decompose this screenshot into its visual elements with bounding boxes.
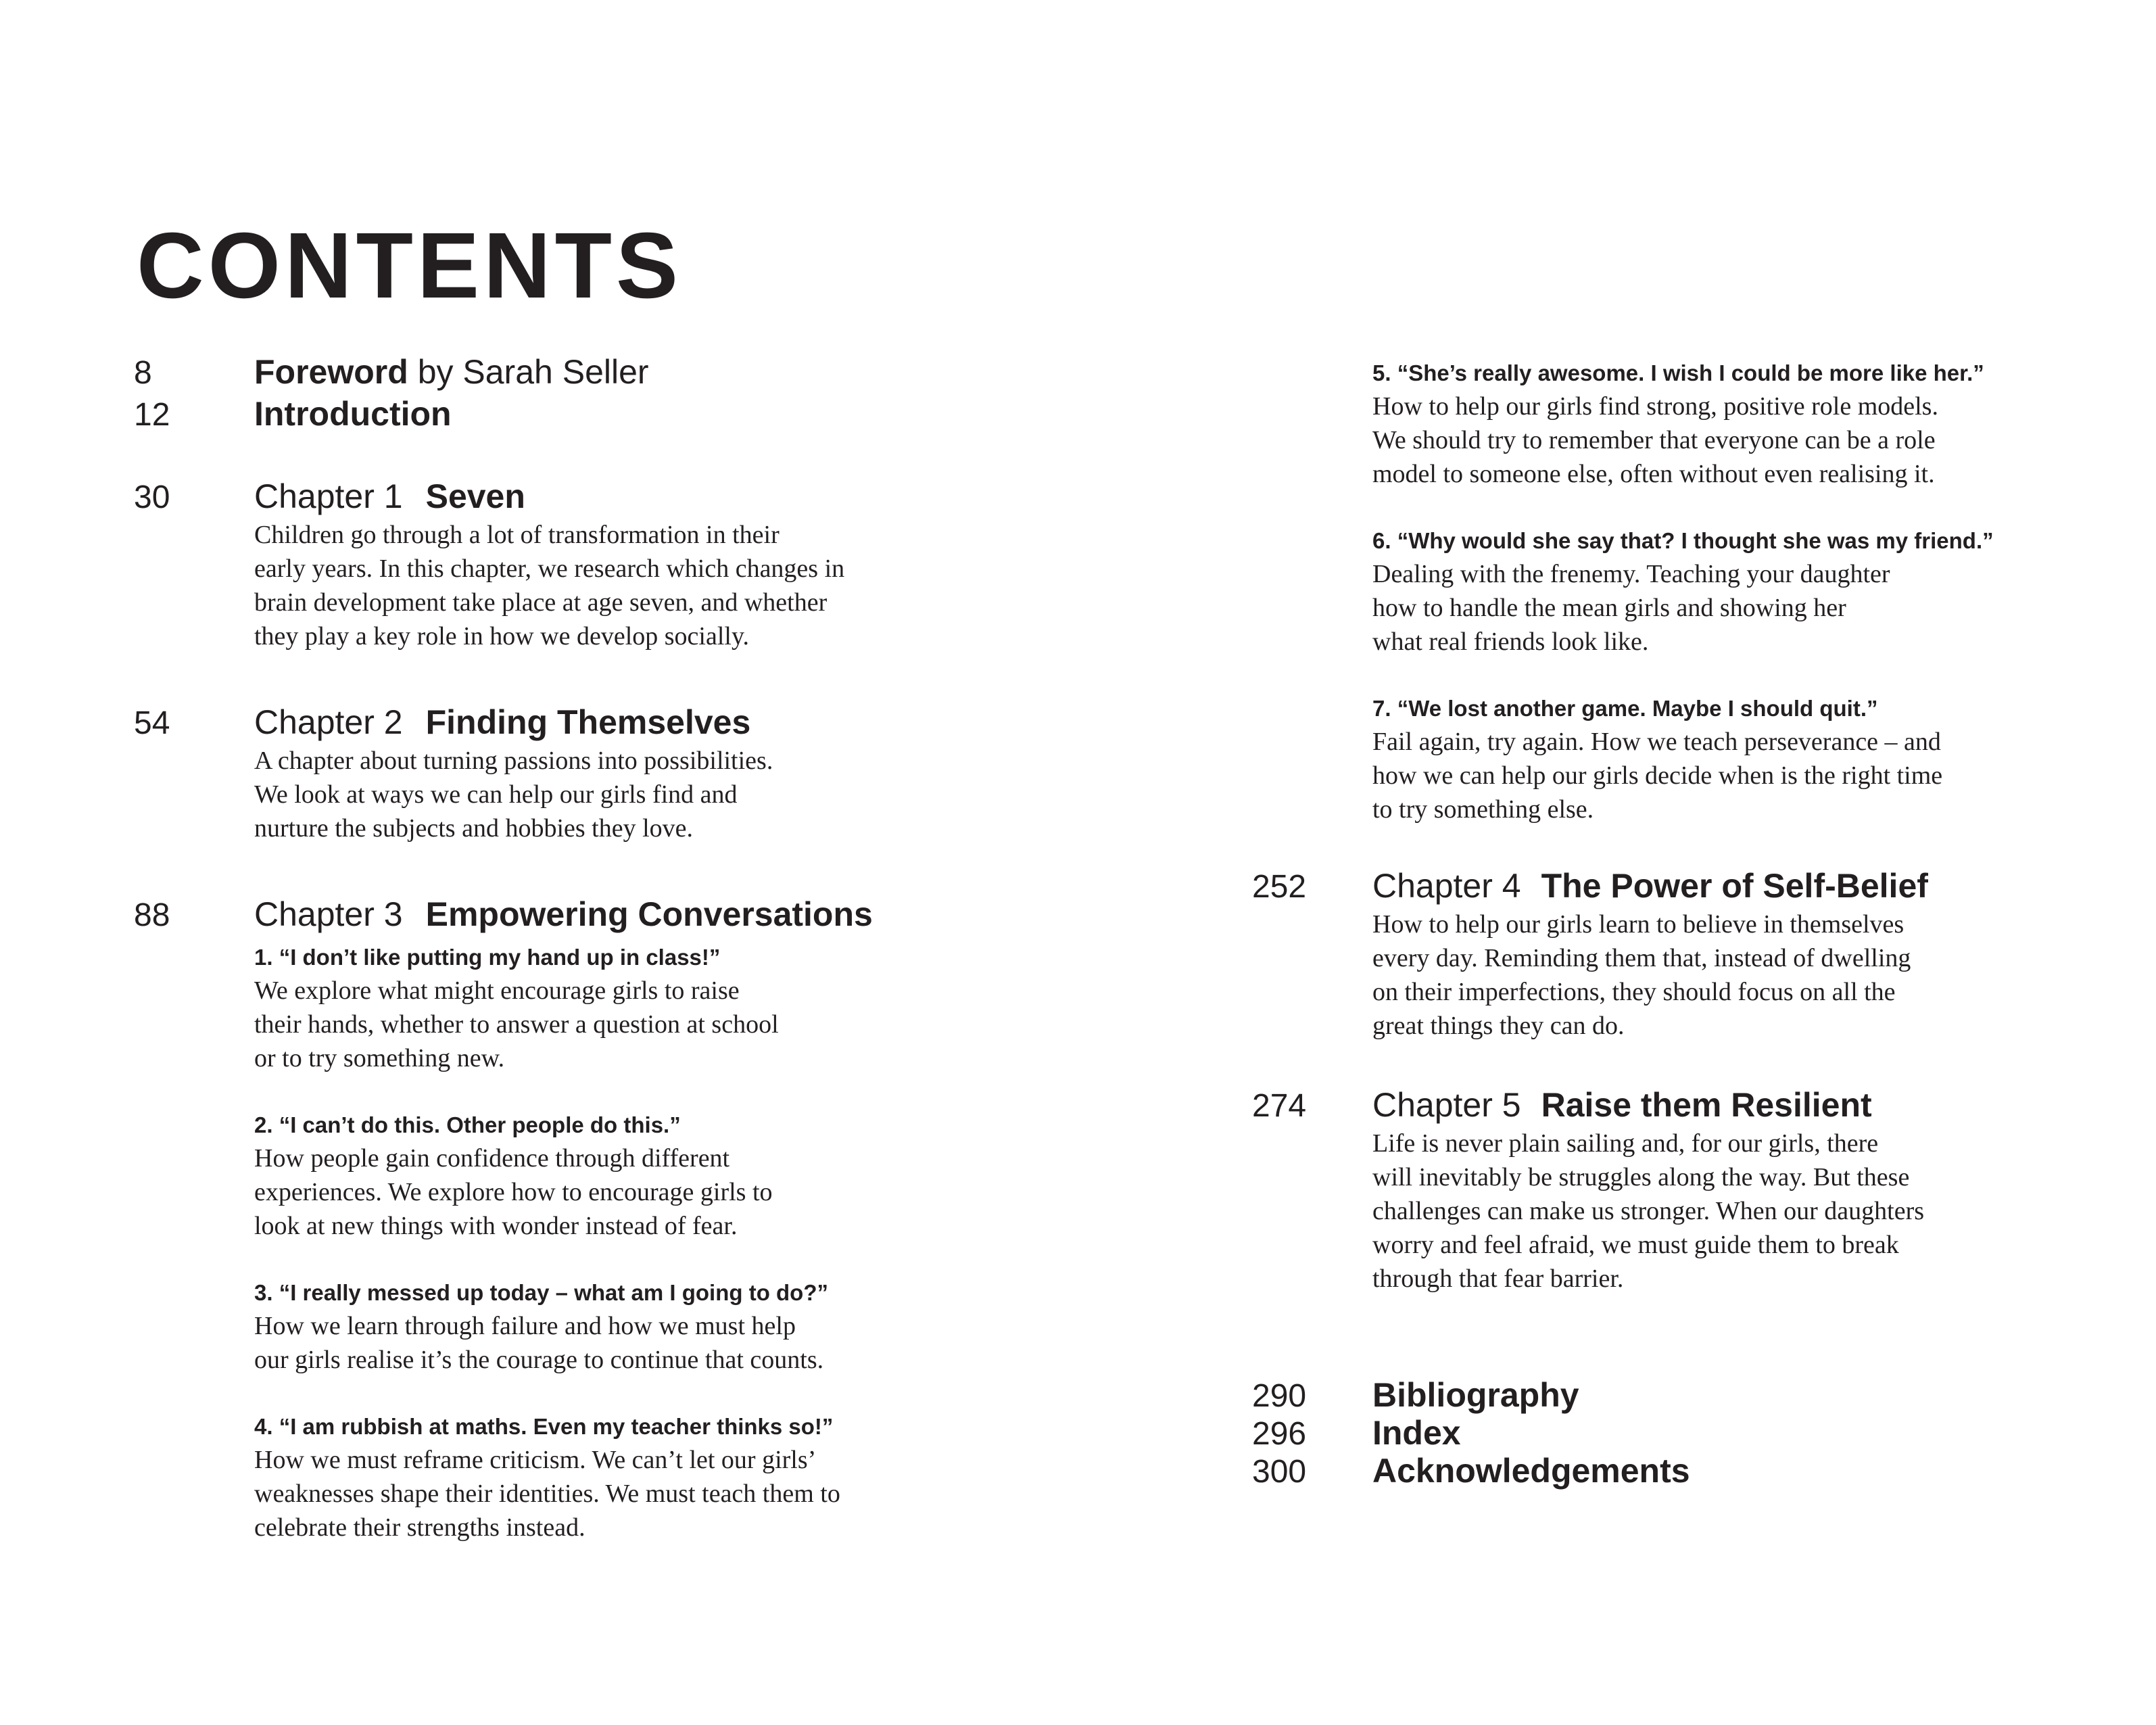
description-line: We look at ways we can help our girls find and (254, 780, 738, 809)
chapter-title: Seven (425, 477, 525, 515)
toc-subsection[interactable] (254, 1411, 1094, 1544)
subsection-title: 2. “I can’t do this. Other people do this.” (254, 1112, 681, 1137)
toc-subsection[interactable] (1372, 692, 2097, 826)
subsection-title: 3. “I really messed up today – what am I going to do?” (254, 1280, 828, 1305)
description-line: they play a key role in how we develop socially. (254, 622, 749, 651)
description-line: Fail again, try again. How we teach perseverance – and (1372, 728, 1941, 756)
entry-title: Foreword (254, 353, 408, 391)
page-title: CONTENTS (137, 214, 682, 318)
description-line: A chapter about turning passions into possibilities. (254, 747, 773, 775)
page-number: 8 (134, 355, 152, 391)
toc-subsection[interactable] (1372, 357, 2097, 491)
description-line: challenges can make us stronger. When our daughters (1372, 1197, 1925, 1225)
toc-entry-bibliography[interactable] (1252, 1377, 2097, 1415)
description-line: worry and feel afraid, we must guide them to break (1372, 1231, 1899, 1259)
subsection-title: 1. “I don’t like putting my hand up in class!” (254, 945, 721, 970)
description-line: model to someone else, often without even realising it. (1372, 460, 1935, 488)
description-line: every day. Reminding them that, instead of dwelling (1372, 944, 1911, 972)
page-number: 274 (1252, 1088, 1307, 1124)
subsection-title: 5. “She’s really awesome. I wish I could be more like her.” (1372, 360, 1984, 385)
toc-subsection[interactable] (254, 941, 1094, 1075)
description-line: look at new things with wonder instead of fear. (254, 1212, 738, 1240)
chapter-title: Finding Themselves (425, 703, 751, 741)
page-number: 30 (134, 479, 170, 515)
description-line: early years. In this chapter, we research which changes in (254, 554, 845, 583)
page-number: 296 (1252, 1416, 1307, 1452)
description-line: Life is never plain sailing and, for our girls, there (1372, 1129, 1879, 1158)
page-number: 88 (134, 897, 170, 933)
description-line: brain development take place at age seven, and whether (254, 588, 828, 617)
description-line: how we can help our girls decide when is the right time (1372, 761, 1943, 790)
toc-chapter-1[interactable] (134, 476, 1094, 653)
chapter-description (254, 518, 1094, 653)
description-line: How people gain confidence through different (254, 1144, 730, 1173)
chapter-3-continued-sections (1372, 357, 2097, 826)
chapter-label: Chapter 3 (254, 895, 403, 933)
description-line: will inevitably be struggles along the way. But these (1372, 1163, 1910, 1191)
description-line: weaknesses shape their identities. We must teach them to (254, 1480, 840, 1508)
toc-subsection[interactable] (254, 1109, 1094, 1243)
toc-entry-acknowledgements[interactable] (1252, 1452, 2097, 1490)
description-line: on their imperfections, they should focus on all the (1372, 978, 1896, 1006)
toc-chapter-3[interactable] (134, 894, 1094, 1544)
description-line: We explore what might encourage girls to raise (254, 976, 740, 1005)
toc-chapter-5[interactable] (1252, 1085, 2097, 1296)
description-line: how to handle the mean girls and showing her (1372, 594, 1846, 622)
description-line: nurture the subjects and hobbies they love. (254, 814, 694, 843)
description-line: to try something else. (1372, 795, 1594, 824)
toc-entry-foreword[interactable] (134, 352, 1094, 394)
subsection-title: 4. “I am rubbish at maths. Even my teacher thinks so!” (254, 1414, 834, 1439)
page-number: 300 (1252, 1454, 1307, 1490)
chapter-label: Chapter 2 (254, 703, 403, 741)
entry-byline: by Sarah Seller (417, 353, 649, 391)
contents-left-column (134, 352, 1094, 1544)
description-line: our girls realise it’s the courage to continue that counts. (254, 1346, 824, 1374)
description-line: experiences. We explore how to encourage girls to (254, 1178, 773, 1206)
chapter-title: The Power of Self-Belief (1541, 867, 1928, 905)
toc-entry-introduction[interactable] (134, 394, 1094, 435)
description-line: what real friends look like. (1372, 628, 1649, 656)
description-line: How we must reframe criticism. We can’t let our girls’ (254, 1446, 817, 1474)
toc-subsection[interactable] (1372, 525, 2097, 659)
chapter-description (254, 744, 1094, 845)
chapter-sections (254, 941, 1094, 1544)
contents-right-column (1252, 352, 2097, 1490)
toc-chapter-2[interactable] (134, 702, 1094, 845)
toc-backmatter (1252, 1377, 2097, 1490)
toc-chapter-4[interactable] (1252, 866, 2097, 1043)
toc-entry-index[interactable] (1252, 1415, 2097, 1452)
page-number: 12 (134, 397, 170, 433)
toc-subsection[interactable] (254, 1277, 1094, 1377)
subsection-title: 6. “Why would she say that? I thought she was my friend.” (1372, 528, 1994, 553)
chapter-description (1372, 907, 2097, 1043)
chapter-title: Raise them Resilient (1541, 1086, 1872, 1124)
description-line: Dealing with the frenemy. Teaching your daughter (1372, 560, 1890, 588)
page-number: 290 (1252, 1378, 1307, 1414)
chapter-label: Chapter 5 (1372, 1086, 1521, 1124)
description-line: Children go through a lot of transformation in their (254, 521, 780, 549)
description-line: How to help our girls find strong, positive role models. (1372, 392, 1938, 421)
chapter-label: Chapter 1 (254, 477, 403, 515)
entry-title: Introduction (254, 395, 452, 433)
description-line: celebrate their strengths instead. (254, 1513, 585, 1542)
chapter-title: Empowering Conversations (425, 895, 873, 933)
subsection-title: 7. “We lost another game. Maybe I should quit.” (1372, 696, 1878, 721)
page-number: 54 (134, 705, 170, 741)
description-line: How we learn through failure and how we must help (254, 1312, 796, 1340)
description-line: or to try something new. (254, 1044, 505, 1072)
description-line: How to help our girls learn to believe in themselves (1372, 910, 1905, 939)
description-line: We should try to remember that everyone can be a role (1372, 426, 1936, 454)
description-line: through that fear barrier. (1372, 1265, 1624, 1293)
entry-title: Index (1372, 1414, 1461, 1452)
entry-title: Acknowledgements (1372, 1452, 1690, 1490)
page-number: 252 (1252, 869, 1307, 905)
description-line: great things they can do. (1372, 1012, 1625, 1040)
entry-title: Bibliography (1372, 1376, 1579, 1414)
description-line: their hands, whether to answer a question at school (254, 1010, 779, 1039)
chapter-label: Chapter 4 (1372, 867, 1521, 905)
chapter-description (1372, 1127, 2097, 1296)
